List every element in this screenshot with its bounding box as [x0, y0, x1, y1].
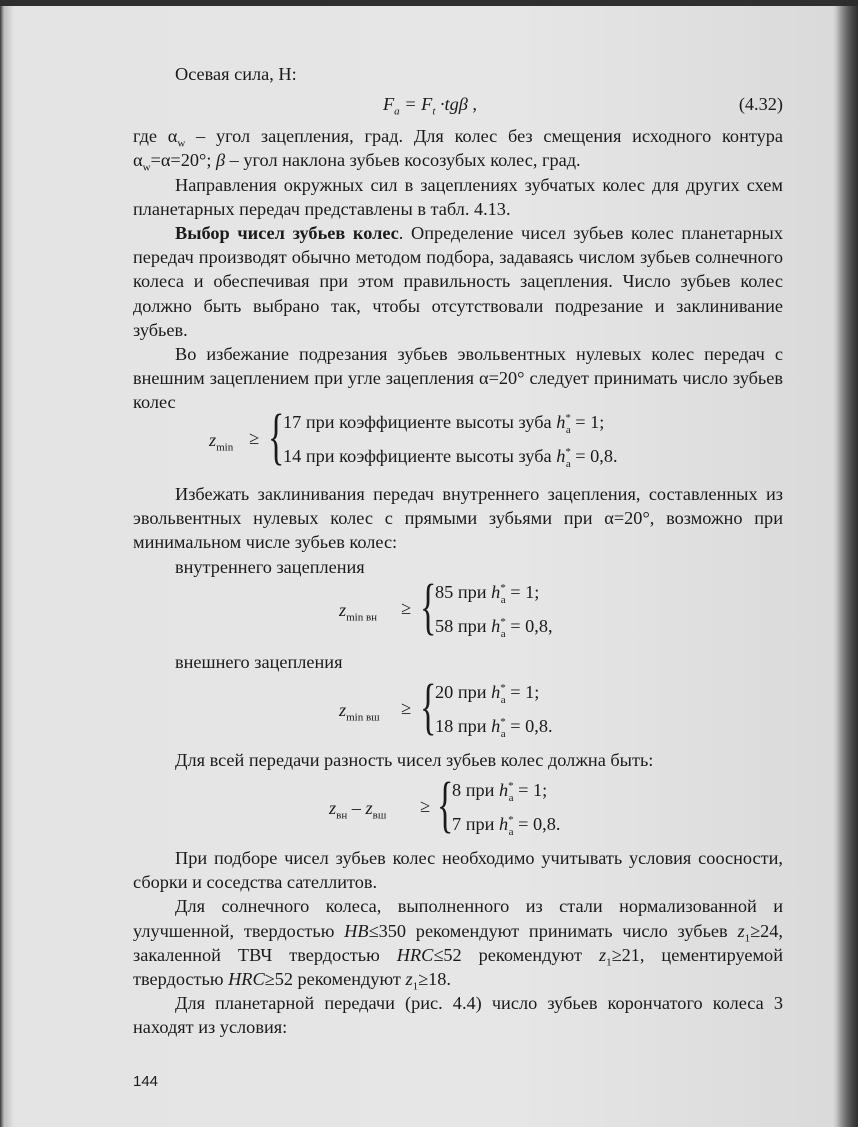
system-line-2: 58 при $h^*_a = 0,8$,: [435, 615, 553, 640]
system-lhs: $z_{min}$: [209, 430, 234, 454]
system-lhs: $z_{min вн}$: [339, 600, 378, 624]
paragraph-directions: Направления окружных сил в зацеплениях зубчатых колес для других схем планетарных передач представлены в табл. 4.13.: [133, 174, 783, 219]
label-external-mesh: внешнего зацепления: [175, 652, 343, 672]
left-brace: {: [420, 573, 437, 641]
system-line-1: 17 при коэффициенте высоты зуба $h^*_a = 1$;: [283, 411, 605, 436]
paragraph-selection: Выбор чисел зубьев колес. Определение чисел зубьев колес планетарных передач производят обычно методом подбора, задаваясь числом зубьев солнечного колеса и обеспечивая при этом правильность зацепления. Число зубьев колес должно быть выбрано так, чтобы отсутствовали подрезание и заклинивание зубьев.: [133, 223, 783, 340]
system-zmin: [133, 403, 783, 474]
system-line-1: 8 при $h^*_a = 1$;: [452, 779, 548, 804]
paragraph-jamming: Избежать заклинивания передач внутреннего зацепления, составленных из эвольвентных нулевых колес с прямыми зубьями при α=20°, возможно при минимальном числе зубьев колес:: [133, 484, 783, 553]
system-line-1: 85 при $h^*_a = 1$;: [435, 581, 540, 606]
equation-expression: $F_a = F_t \cdot tg\beta$ ,: [383, 94, 477, 118]
paragraph-sun-gear: Для солнечного колеса, выполненного из стали нормализованной и улучшенной, твердостью HB≤350 рекомендуют принимать число зубьев $z_1\ge 24$, закаленной ТВЧ твердостью HRC≤52 рекомендуют $z_1\ge 21$, цементируемой твердостью HRC≥52 рекомендуют $z_1\ge 18$.: [133, 896, 783, 993]
scan-top-edge: [0, 0, 858, 6]
ge-sign: ≥: [249, 428, 260, 448]
system-zmin-internal: [133, 573, 783, 644]
left-brace: {: [420, 673, 437, 741]
page-number: 144: [133, 1073, 159, 1090]
equation-4-32: [133, 90, 783, 120]
system-lhs: $z_{вн} - z_{вш}$: [329, 798, 387, 822]
system-lhs: $z_{min вш}$: [339, 700, 380, 724]
system-line-2: 18 при $h^*_a = 0,8$.: [435, 715, 553, 740]
ge-sign: ≥: [401, 698, 412, 718]
paragraph-planetary: Для планетарной передачи (рис. 4.4) число зубьев корончатого колеса 3 находят из условия:: [133, 993, 783, 1038]
system-line-1: 20 при $h^*_a = 1$;: [435, 681, 540, 706]
paragraph-where-alpha: где $\alpha_w$ – угол зацепления, град. Для колес без смещения исходного контура $\alpha_w=\alpha=20^\circ$; β – угол наклона зубьев косозубых колес, град.: [133, 126, 784, 175]
text-block-bottom: [133, 846, 783, 1040]
paragraph-undercut: Во избежание подрезания зубьев эвольвентных нулевых колес передач с внешним зацеплением при угле зацепления α=20° следует принимать число зубьев колес: [133, 344, 783, 413]
section-heading-inline: Выбор чисел зубьев колес: [175, 223, 399, 244]
text-block-difference: [133, 748, 783, 772]
text-block-top: [133, 62, 783, 415]
paragraph-axial-force: Осевая сила, Н:: [175, 64, 297, 84]
ge-sign: ≥: [420, 796, 431, 816]
left-brace: {: [268, 403, 285, 471]
text-block-external: [133, 650, 783, 674]
system-line-2: 7 при $h^*_a = 0,8$.: [452, 813, 561, 838]
system-zmin-external: [133, 673, 783, 744]
ge-sign: ≥: [401, 598, 412, 618]
text-block-jamming: [133, 482, 783, 579]
left-brace: {: [437, 771, 454, 839]
scan-right-shadow: [836, 0, 858, 1127]
paragraph-difference: Для всей передачи разность чисел зубьев колес должна быть:: [175, 750, 654, 770]
label-internal-mesh: внутреннего зацепления: [175, 556, 365, 577]
equation-number: (4.32): [738, 94, 783, 115]
paragraph-coaxiality: При подборе чисел зубьев колес необходимо учитывать условия соосности, сборки и соседства сателлитов.: [133, 848, 783, 893]
system-difference: [133, 771, 783, 842]
system-line-2: 14 при коэффициенте высоты зуба $h^*_a = 0,8$.: [283, 445, 618, 470]
